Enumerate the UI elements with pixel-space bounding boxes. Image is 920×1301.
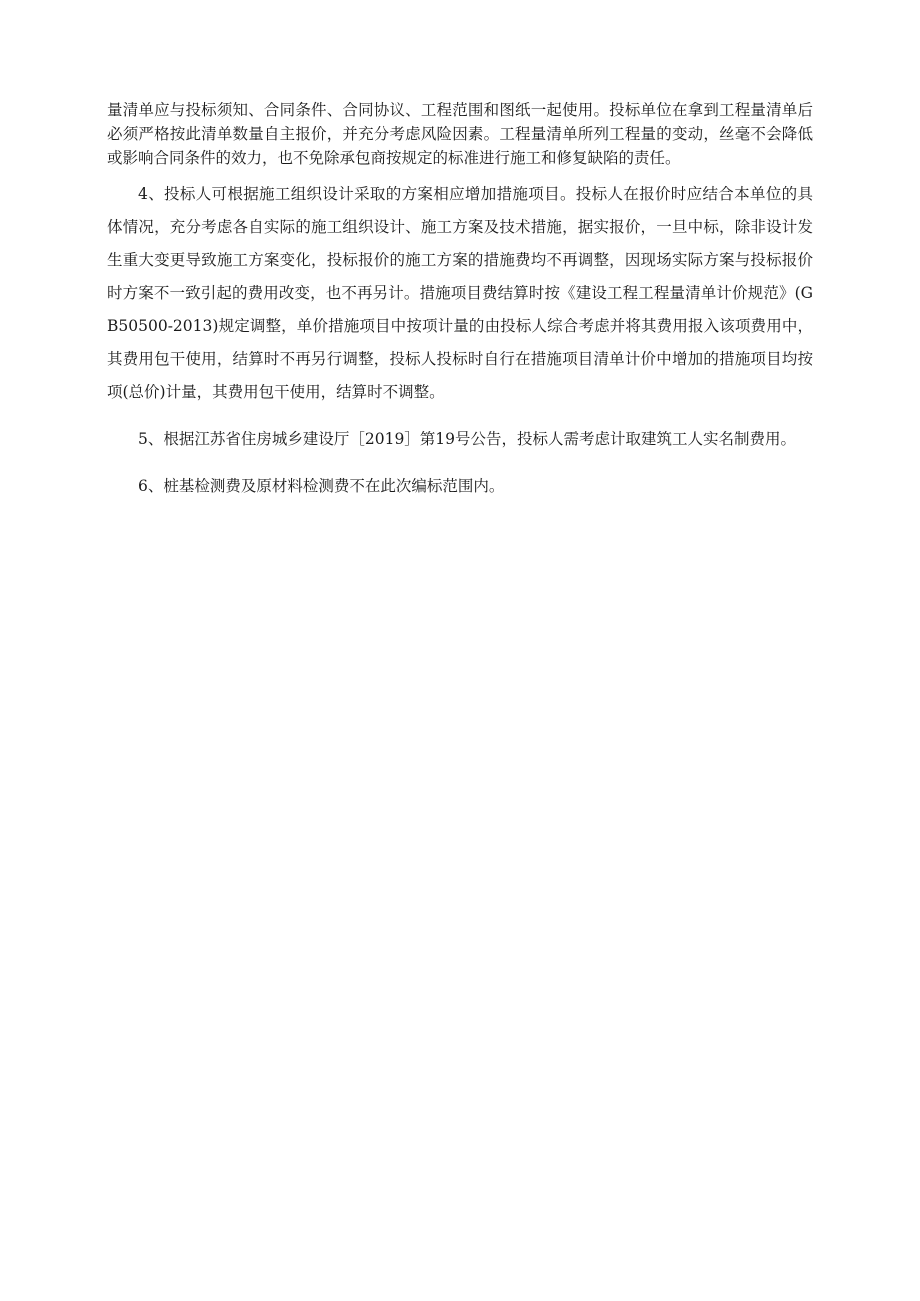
paragraph-intro: 量清单应与投标须知、合同条件、合同协议、工程范围和图纸一起使用。投标单位在拿到工程量清单后必须严格按此清单数量自主报价，并充分考虑风险因素。工程量清单所列工程量的变动，丝毫不会降低或影响合同条件的效力，也不免除承包商按规定的标准进行施工和修复缺陷的责任。 [107,101,813,167]
document-body [107,98,813,503]
paragraph-item-6: 6、桩基检测费及原材料检测费不在此次编标范围内。 [138,477,505,495]
paragraph-item-4: 4、投标人可根据施工组织设计采取的方案相应增加措施项目。投标人在报价时应结合本单位的具体情况，充分考虑各自实际的施工组织设计、施工方案及技术措施，据实报价，一旦中标，除非设计发生重大变更导致施工方案变化，投标报价的施工方案的措施费均不再调整，因现场实际方案与投标报价时方案不一致引起的费用改变，也不再另计。措施项目费结算时按《建设工程工程量清单计价规范》(GB50500-2013)规定调整，单价措施项目中按项计量的由投标人综合考虑并将其费用报入该项费用中，其费用包干使用，结算时不再另行调整，投标人投标时自行在措施项目清单计价中增加的措施项目均按项(总价)计量，其费用包干使用，结算时不调整。 [107,185,813,401]
paragraph-item-5: 5、根据江苏省住房城乡建设厅［2019］第19号公告，投标人需考虑计取建筑工人实名制费用。 [138,430,797,448]
